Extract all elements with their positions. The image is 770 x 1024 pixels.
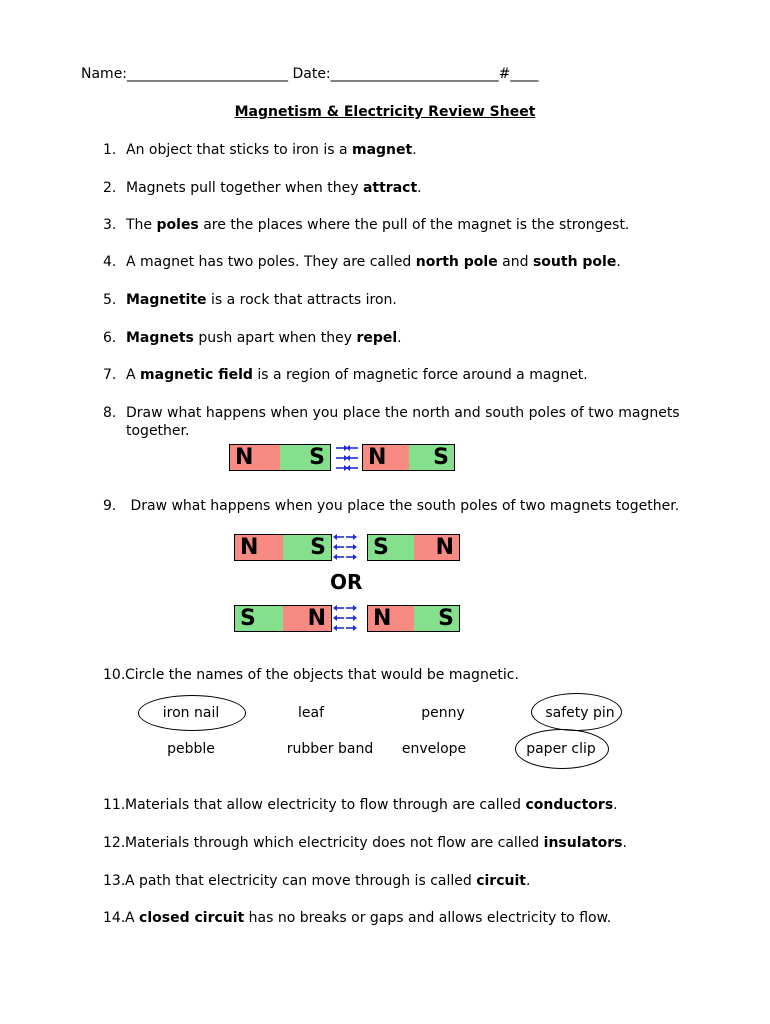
south-pole: S [235,606,283,631]
question-8: 8. Draw what happens when you place the north and south poles of two magnets [103,405,680,421]
north-pole: N [235,535,283,560]
south-pole: S [414,606,460,631]
object-iron-nail: iron nail [162,705,220,721]
object-leaf: leaf [297,705,324,721]
attract-arrows-icon [335,443,359,473]
south-pole: S [409,445,455,470]
question-3: 3. The poles are the places where the pull of the magnet is the strongest. [103,217,630,233]
repel-arrows-icon [333,532,357,562]
south-pole: S [368,535,414,560]
question-13: 13.A path that electricity can move through is called circuit. [103,873,531,889]
magnet-q9b-right [367,605,460,632]
north-pole: N [414,535,460,560]
object-rubber-band: rubber band [286,741,374,757]
repel-arrows-icon [333,603,357,633]
question-14: 14.A closed circuit has no breaks or gaps and allows electricity to flow. [103,910,612,926]
magnet-q8-right [362,444,455,471]
page-title: Magnetism & Electricity Review Sheet [234,104,536,120]
name-date-line: Name:_______________________ Date:________________________#____ [81,66,539,82]
object-safety-pin: safety pin [545,705,615,721]
question-11: 11.Materials that allow electricity to flow through are called conductors. [103,797,618,813]
question-9: 9. Draw what happens when you place the south poles of two magnets together. [103,498,680,514]
north-pole: N [368,606,414,631]
north-pole: N [363,445,409,470]
question-8-line2: together. [126,423,190,439]
object-penny: penny [421,705,465,721]
magnet-q9a-left [234,534,332,561]
question-2: 2. Magnets pull together when they attract. [103,180,422,196]
question-12: 12.Materials through which electricity does not flow are called insulators. [103,835,627,851]
magnet-q9a-right [367,534,460,561]
south-pole: S [283,535,331,560]
magnet-q9b-left [234,605,332,632]
or-label: OR [330,570,363,594]
object-envelope: envelope [401,741,467,757]
object-paper-clip: paper clip [526,741,596,757]
question-1: 1. An object that sticks to iron is a magnet. [103,142,417,158]
question-5: 5. Magnetite is a rock that attracts iron. [103,292,397,308]
object-pebble: pebble [167,741,215,757]
north-pole: N [230,445,280,470]
question-10: 10.Circle the names of the objects that would be magnetic. [103,667,519,683]
question-4: 4. A magnet has two poles. They are called north pole and south pole. [103,254,621,270]
magnet-q8-left [229,444,331,471]
south-pole: S [280,445,330,470]
north-pole: N [283,606,331,631]
question-6: 6. Magnets push apart when they repel. [103,330,402,346]
question-7: 7. A magnetic field is a region of magnetic force around a magnet. [103,367,588,383]
